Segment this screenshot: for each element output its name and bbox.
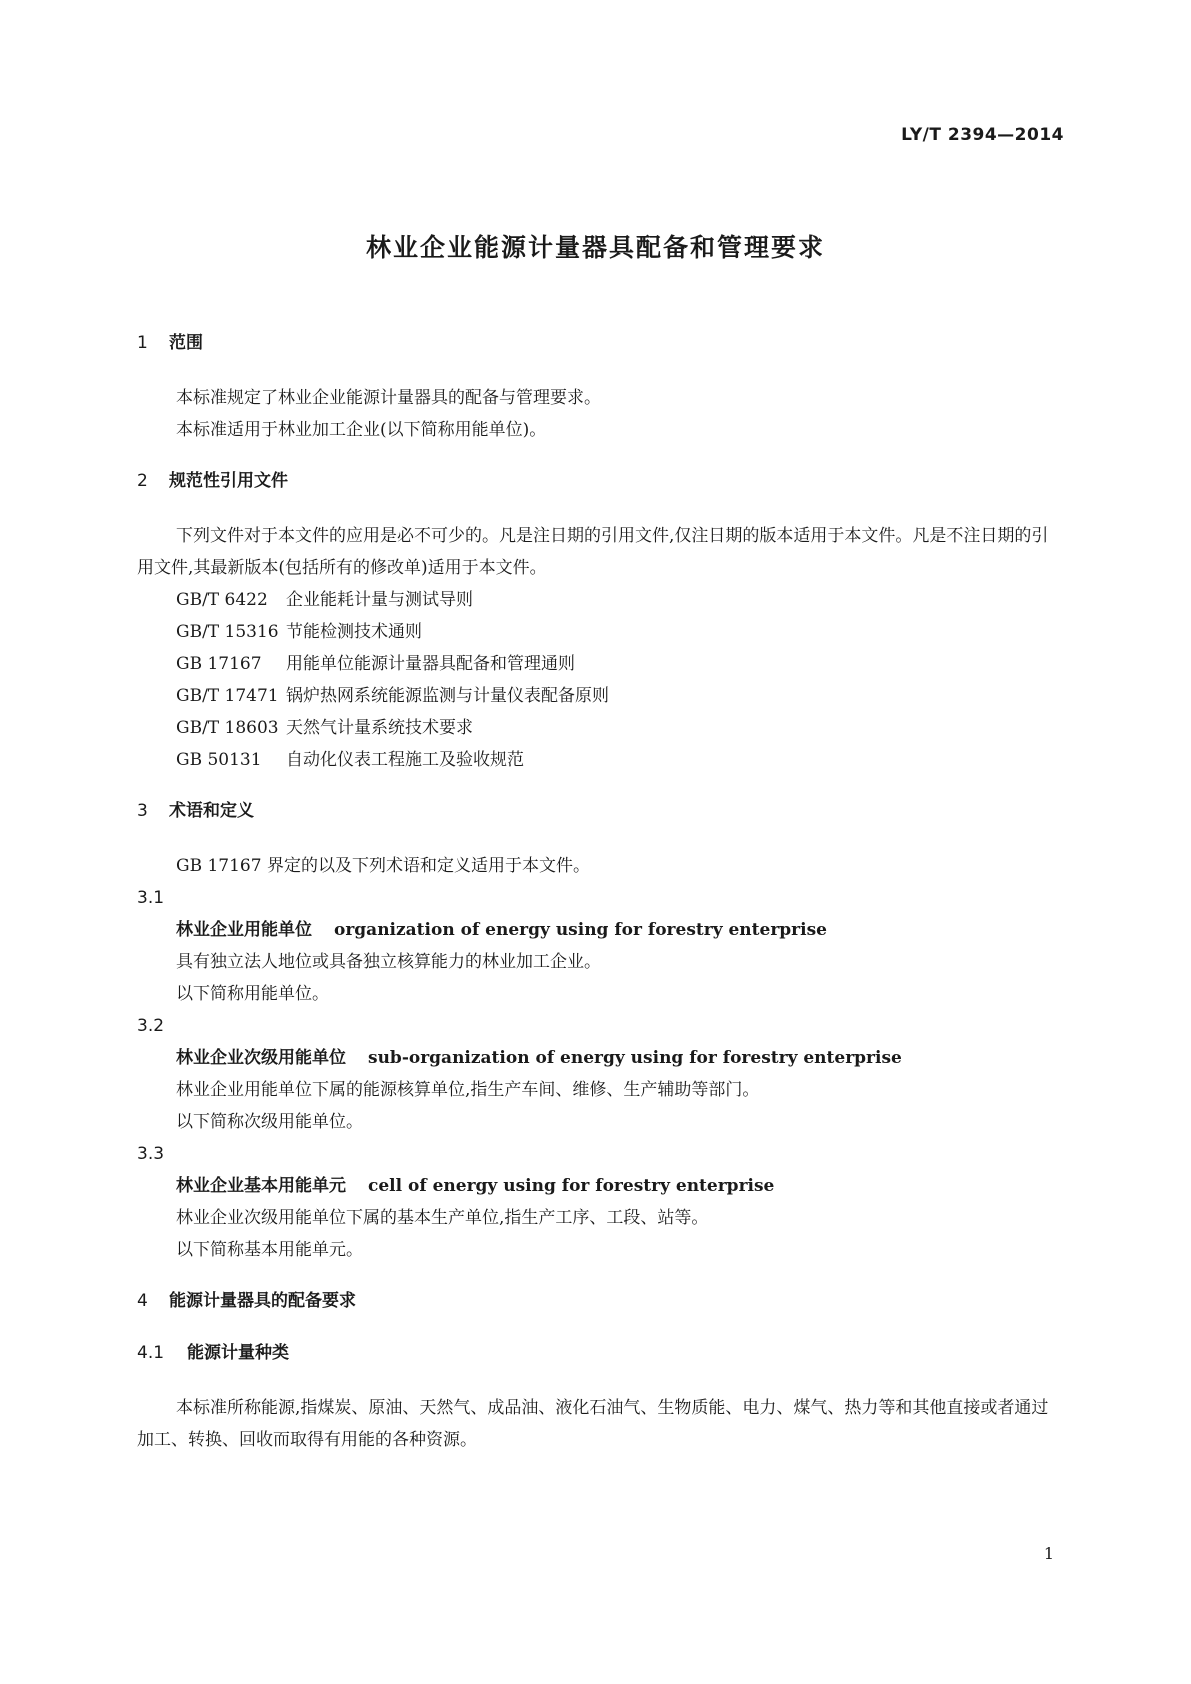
reference-item: [137, 680, 1062, 712]
section-number: 4: [137, 1291, 148, 1311]
term-zh: 林业企业次级用能单位: [176, 1048, 346, 1068]
term-heading: [137, 914, 1062, 946]
reference-name: 天然气计量系统技术要求: [286, 718, 473, 738]
term-number: 3.3: [137, 1144, 165, 1164]
term-en: sub-organization of energy using for forestry enterprise: [368, 1048, 902, 1068]
subsection-number: 4.1: [137, 1343, 165, 1363]
reference-item: [137, 648, 1062, 680]
term-number: 3.2: [137, 1016, 165, 1036]
section-2-heading: [137, 468, 1062, 494]
reference-code: GB/T 18603: [176, 718, 279, 738]
section-title: 范围: [169, 333, 203, 353]
term-definition: 具有独立法人地位或具备独立核算能力的林业加工企业。: [176, 952, 601, 972]
reference-code: GB/T 6422: [176, 590, 268, 610]
reference-code: GB 17167: [176, 654, 262, 674]
page-number: 1: [1043, 1544, 1054, 1563]
term-definition: 林业企业次级用能单位下属的基本生产单位,指生产工序、工段、站等。: [176, 1208, 709, 1228]
document-body: [137, 330, 1062, 1456]
term-en: organization of energy using for forestry enterprise: [334, 920, 827, 940]
term-note: 以下简称用能单位。: [176, 984, 329, 1004]
term-note: 以下简称基本用能单元。: [176, 1240, 363, 1260]
reference-code: GB 50131: [176, 750, 262, 770]
subsection-title: 能源计量种类: [187, 1343, 289, 1363]
section-number: 3: [137, 801, 148, 821]
term-heading: [137, 1170, 1062, 1202]
term-zh: 林业企业基本用能单元: [176, 1176, 346, 1196]
standard-code: LY/T 2394—2014: [901, 125, 1064, 145]
paragraph: 下列文件对于本文件的应用是必不可少的。凡是注日期的引用文件,仅注日期的版本适用于本文件。凡是不注日期的引用文件,其最新版本(包括所有的修改单)适用于本文件。: [137, 526, 1049, 578]
paragraph: 本标准适用于林业加工企业(以下简称用能单位)。: [176, 420, 547, 440]
paragraph: GB 17167 界定的以及下列术语和定义适用于本文件。: [176, 856, 590, 876]
term-number: 3.1: [137, 888, 165, 908]
reference-item: [137, 616, 1062, 648]
reference-code: GB/T 17471: [176, 686, 279, 706]
paragraph: 本标准所称能源,指煤炭、原油、天然气、成品油、液化石油气、生物质能、电力、煤气、热力等和其他直接或者通过加工、转换、回收而取得有用能的各种资源。: [137, 1398, 1049, 1450]
reference-item: [137, 712, 1062, 744]
paragraph: 本标准规定了林业企业能源计量器具的配备与管理要求。: [176, 388, 601, 408]
reference-name: 自动化仪表工程施工及验收规范: [286, 750, 524, 770]
section-title: 能源计量器具的配备要求: [169, 1291, 356, 1311]
document-title: 林业企业能源计量器具配备和管理要求: [365, 233, 825, 262]
term-note: 以下简称次级用能单位。: [176, 1112, 363, 1132]
reference-code: GB/T 15316: [176, 622, 279, 642]
term-en: cell of energy using for forestry enterprise: [368, 1176, 775, 1196]
section-4-heading: [137, 1288, 1062, 1314]
subsection-4-1-heading: [137, 1340, 1062, 1366]
section-3-heading: [137, 798, 1062, 824]
reference-name: 企业能耗计量与测试导则: [286, 590, 473, 610]
term-zh: 林业企业用能单位: [176, 920, 312, 940]
reference-name: 节能检测技术通则: [286, 622, 422, 642]
section-number: 1: [137, 333, 148, 353]
reference-name: 锅炉热网系统能源监测与计量仪表配备原则: [286, 686, 609, 706]
term-heading: [137, 1042, 1062, 1074]
section-1-heading: [137, 330, 1062, 356]
reference-name: 用能单位能源计量器具配备和管理通则: [286, 654, 575, 674]
section-number: 2: [137, 471, 148, 491]
section-title: 术语和定义: [169, 801, 254, 821]
term-definition: 林业企业用能单位下属的能源核算单位,指生产车间、维修、生产辅助等部门。: [176, 1080, 760, 1100]
section-title: 规范性引用文件: [169, 471, 288, 491]
reference-item: [137, 584, 1062, 616]
reference-item: [137, 744, 1062, 776]
